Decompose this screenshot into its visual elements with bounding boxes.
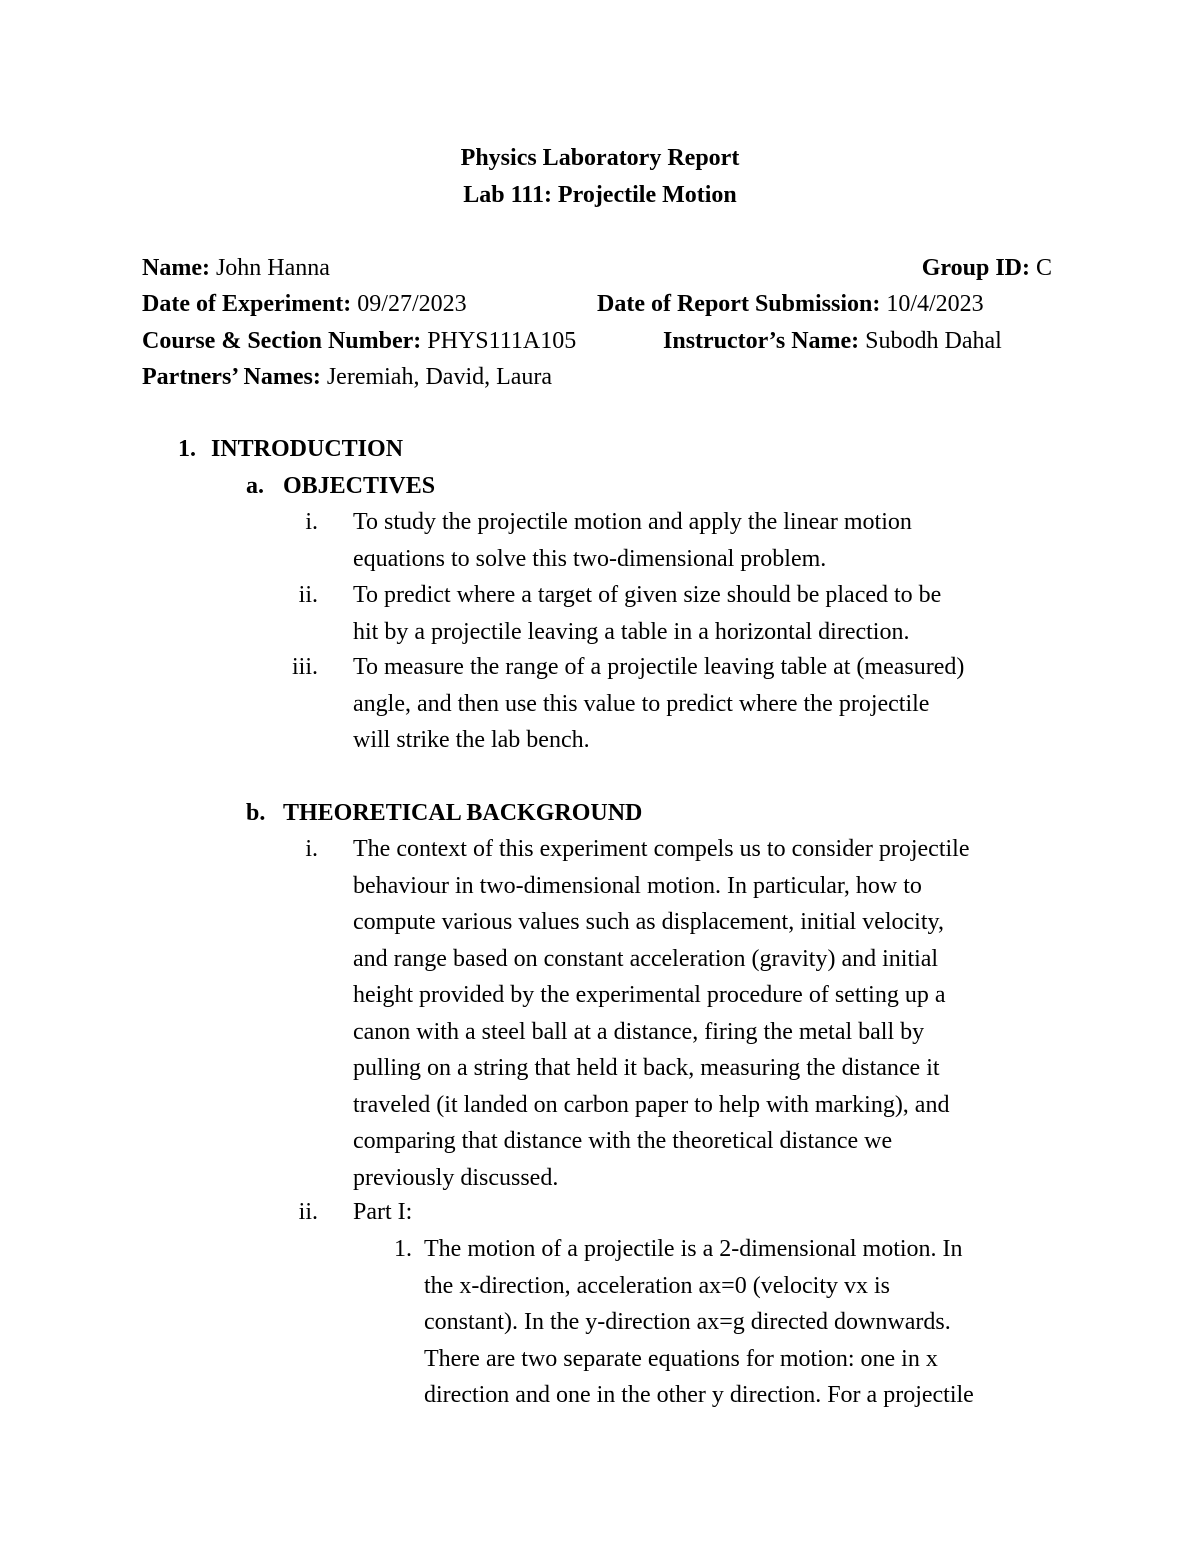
instructor-label: Instructor’s Name:	[663, 328, 860, 354]
objective-1-marker: i.	[305, 509, 318, 535]
course-label: Course & Section Number:	[142, 328, 422, 354]
text-line: behaviour in two-dimensional motion. In particular, how to	[353, 872, 922, 899]
text-line: hit by a projectile leaving a table in a horizontal direction.	[353, 618, 910, 645]
name-field	[142, 250, 330, 286]
instructor-value: Subodh Dahal	[865, 328, 1002, 354]
info-row-dates	[142, 286, 1052, 322]
objectives-heading: OBJECTIVES	[283, 473, 436, 499]
info-row-name	[142, 250, 1052, 286]
background-heading: THEORETICAL BACKGROUND	[283, 800, 643, 826]
partners-field	[142, 359, 552, 395]
report-title: Physics Laboratory Report	[460, 145, 740, 171]
text-line: To measure the range of a projectile leaving table at (measured)	[353, 654, 965, 680]
text-line: the x-direction, acceleration ax=0 (velocity vx is	[424, 1272, 891, 1299]
objective-3-marker: iii.	[291, 654, 318, 680]
text-line: comparing that distance with the theoretical distance we	[353, 1128, 893, 1154]
text-line: constant). In the y-direction ax=g directed downwards.	[424, 1309, 951, 1335]
objective-1-text	[353, 504, 912, 577]
instructor-field	[663, 323, 1002, 359]
text-line: previously discussed.	[353, 1164, 559, 1191]
text-line: To predict where a target of given size should be placed to be	[353, 582, 942, 608]
objective-2-text	[353, 577, 941, 650]
background-2-marker: ii.	[298, 1199, 318, 1225]
background-marker: b.	[246, 800, 266, 826]
date-experiment-field	[142, 286, 467, 322]
course-value: PHYS111A105	[427, 328, 577, 354]
group-field	[922, 250, 1052, 286]
text-line: height provided by the experimental procedure of setting up a	[353, 982, 946, 1008]
text-line: and range based on constant acceleration (gravity) and initial	[353, 945, 939, 972]
text-line: traveled (it landed on carbon paper to help with marking), and	[353, 1091, 950, 1118]
group-value: C	[1035, 255, 1052, 281]
text-line: direction and one in the other y direction. For a projectile	[424, 1382, 974, 1408]
objective-2-marker: ii.	[298, 582, 318, 608]
name-value: John Hanna	[215, 255, 330, 281]
text-line: Part I:	[353, 1199, 413, 1225]
objectives-marker: a.	[246, 473, 264, 499]
text-line: angle, and then use this value to predict where the projectile	[353, 690, 930, 717]
lab-title: Lab 111: Projectile Motion	[463, 182, 737, 208]
partners-value: Jeremiah, David, Laura	[326, 364, 553, 390]
background-2-text	[353, 1194, 412, 1231]
partners-label: Partners’ Names:	[142, 364, 321, 390]
date-experiment-label: Date of Experiment:	[142, 291, 352, 317]
text-line: To study the projectile motion and apply the linear motion	[353, 509, 912, 535]
date-submission-label: Date of Report Submission:	[597, 291, 881, 317]
name-label: Name:	[142, 255, 210, 281]
text-line: compute various values such as displacement, initial velocity,	[353, 909, 944, 935]
text-line: There are two separate equations for motion: one in x	[424, 1345, 938, 1372]
info-row-course	[142, 323, 1052, 359]
text-line: The context of this experiment compels us to consider projectile	[353, 836, 970, 862]
title-block	[0, 140, 1200, 214]
course-field	[142, 323, 576, 359]
date-submission-value: 10/4/2023	[886, 291, 984, 317]
background-1-text	[353, 831, 970, 1196]
info-row-partners	[142, 359, 1052, 395]
date-submission-field	[597, 286, 984, 322]
section-1-title: INTRODUCTION	[211, 436, 404, 462]
date-experiment-value: 09/27/2023	[357, 291, 467, 317]
section-1-number: 1.	[178, 436, 196, 462]
part1-item-1-text	[424, 1231, 974, 1414]
part1-item-1-marker: 1.	[394, 1236, 412, 1262]
background-1-marker: i.	[305, 836, 318, 862]
group-label: Group ID:	[921, 255, 1030, 281]
objective-3-text	[353, 649, 964, 759]
text-line: equations to solve this two-dimensional problem.	[353, 545, 827, 572]
text-line: canon with a steel ball at a distance, firing the metal ball by	[353, 1018, 925, 1045]
text-line: pulling on a string that held it back, measuring the distance it	[353, 1055, 940, 1081]
text-line: will strike the lab bench.	[353, 727, 590, 753]
text-line: The motion of a projectile is a 2-dimensional motion. In	[424, 1236, 963, 1262]
